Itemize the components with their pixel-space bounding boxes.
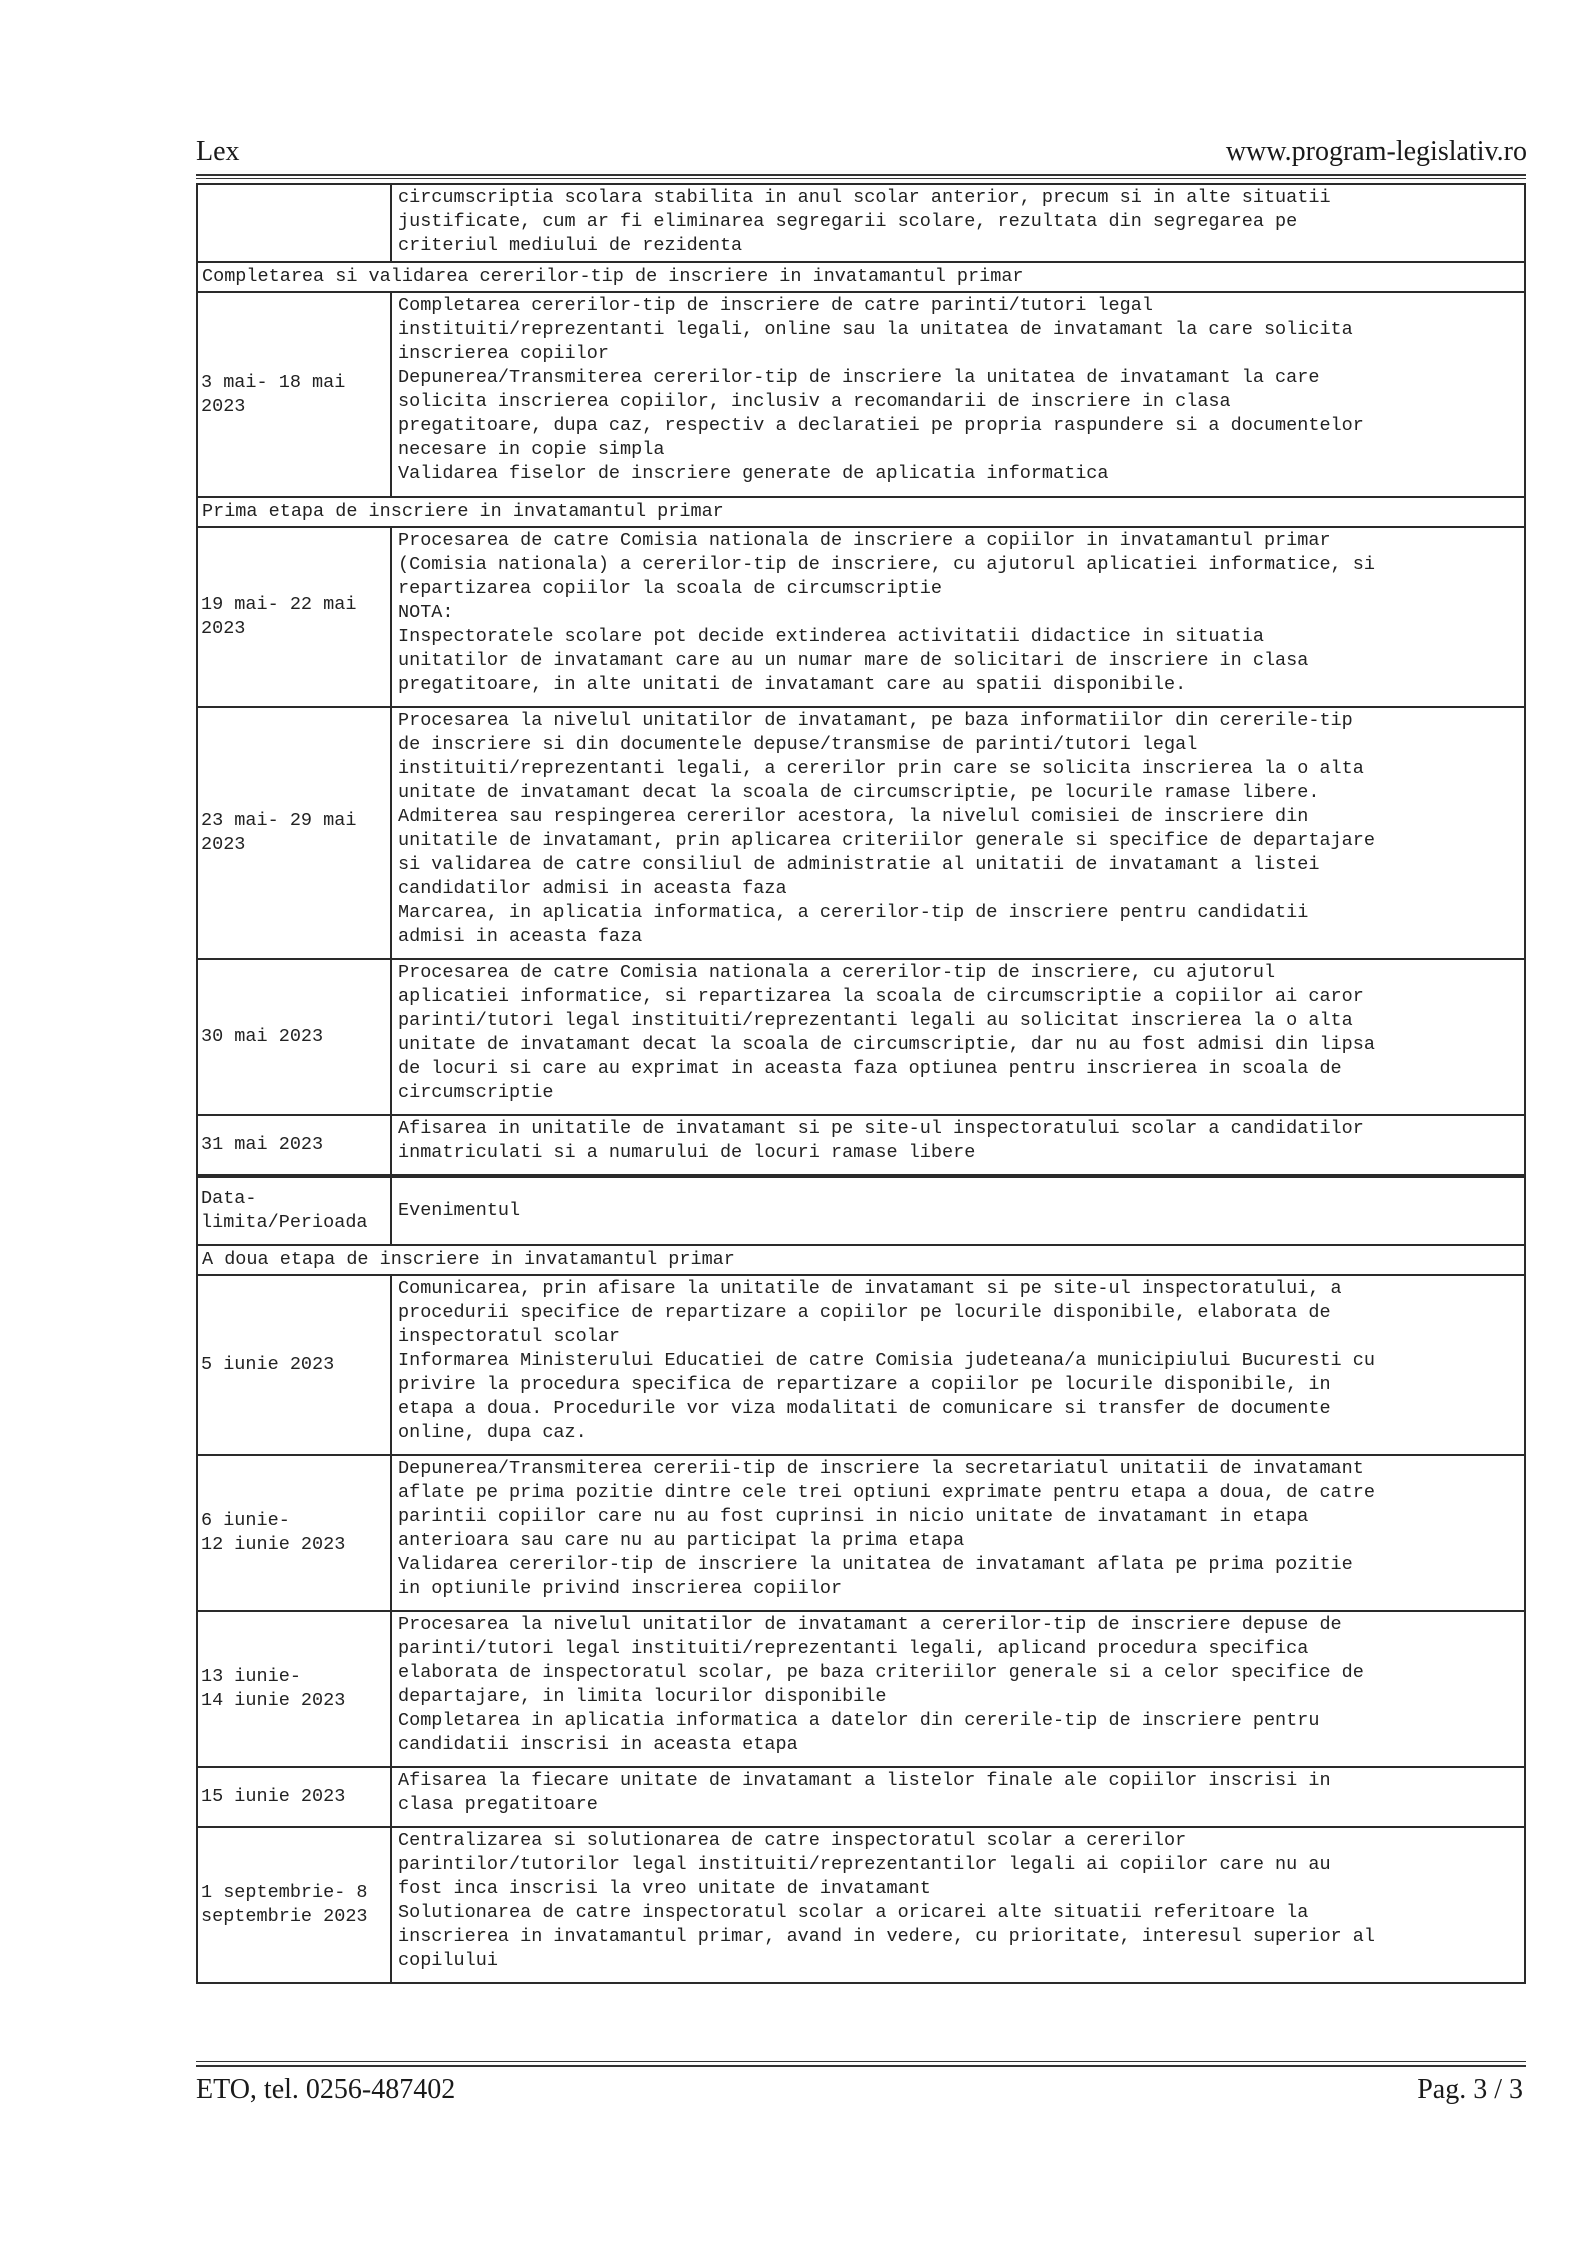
table-header-row bbox=[197, 1177, 1525, 1245]
table-row bbox=[197, 1827, 1525, 1983]
column-header-event: Evenimentul bbox=[391, 1177, 1525, 1245]
section-heading: Completarea si validarea cererilor-tip de inscriere in invatamantul primar bbox=[197, 262, 1525, 292]
section-heading: Prima etapa de inscriere in invatamantul primar bbox=[197, 497, 1525, 527]
header-rule-thin bbox=[196, 178, 1526, 179]
column-header-date: Data- limita/Perioada bbox=[197, 1177, 391, 1245]
date-cell: 3 mai- 18 mai 2023 bbox=[197, 292, 391, 497]
date-cell: 6 iunie- 12 iunie 2023 bbox=[197, 1455, 391, 1611]
date-cell: 15 iunie 2023 bbox=[197, 1767, 391, 1827]
event-cell: Afisarea la fiecare unitate de invatamant a listelor finale ale copiilor inscrisi in clasa pregatitoare bbox=[391, 1767, 1525, 1827]
event-cell: Centralizarea si solutionarea de catre inspectoratul scolar a cererilor parintilor/tutorilor legal instituiti/reprezentantilor legali ai copiilor care nu au fost inca inscrisi la vreo unitate de invatamant Solutionarea de catre inspectoratul scolar a oricarei alte situatii referitoare la inscrierea in invatamantul primar, avand in vedere, cu prioritate, interesul superior al copilului bbox=[391, 1827, 1525, 1983]
event-cell: Procesarea la nivelul unitatilor de invatamant a cererilor-tip de inscriere depuse de parinti/tutori legal instituiti/reprezentanti legali, aplicand procedura specifica elaborata de inspectoratul scolar, pe baza criteriilor generale si a celor specifice de departajare, in limita locurilor disponibile Completarea in aplicatia informatica a datelor din cererile-tip de inscriere pentru candidatii inscrisi in aceasta etapa bbox=[391, 1611, 1525, 1767]
section-row bbox=[197, 497, 1525, 527]
date-cell bbox=[197, 184, 391, 262]
section-row bbox=[197, 1245, 1525, 1275]
date-cell: 30 mai 2023 bbox=[197, 959, 391, 1115]
table-row bbox=[197, 707, 1525, 959]
event-cell: Completarea cererilor-tip de inscriere de catre parinti/tutori legal instituiti/reprezentanti legali, online sau la unitatea de invatamant la care solicita inscrierea copiilor Depunerea/Transmiterea cererilor-tip de inscriere la unitatea de invatamant la care solicita inscrierea copiilor, inclusiv a recomandarii de inscriere in clasa pregatitoare, dupa caz, respectiv a declaratiei pe propria raspundere si a documentelor necesare in copie simpla Validarea fiselor de inscriere generate de aplicatia informatica bbox=[391, 292, 1525, 497]
date-cell: 23 mai- 29 mai 2023 bbox=[197, 707, 391, 959]
section-row bbox=[197, 262, 1525, 292]
event-cell: Procesarea de catre Comisia nationala a cererilor-tip de inscriere, cu ajutorul aplicatiei informatice, si repartizarea la scoala de circumscriptie a copiilor ai caror parinti/tutori legal instituiti/reprezentanti legali au solicitat inscrierea la o alta unitate de invatamant decat la scoala de circumscriptie, dar nu au fost admisi din lipsa de locuri si care au exprimat in aceasta faza optiunea pentru inscrierea in scoala de circumscriptie bbox=[391, 959, 1525, 1115]
event-cell: Procesarea de catre Comisia nationala de inscriere a copiilor in invatamantul primar (Comisia nationala) a cererilor-tip de inscriere, cu ajutorul aplicatiei informatice, si repartizarea copiilor la scoala de circumscriptie NOTA: Inspectoratele scolare pot decide extinderea activitatii didactice in situatia unitatilor de invatamant care au un numar mare de solicitari de inscriere in clasa pregatitoare, in alte unitati de invatamant care au spatii disponibile. bbox=[391, 527, 1525, 707]
table-row bbox=[197, 184, 1525, 262]
header-url: www.program-legislativ.ro bbox=[1225, 136, 1527, 167]
event-cell: Afisarea in unitatile de invatamant si pe site-ul inspectoratului scolar a candidatilor inmatriculati si a numarului de locuri ramase libere bbox=[391, 1115, 1525, 1175]
footer-rule bbox=[196, 2065, 1526, 2067]
schedule-table-1 bbox=[196, 183, 1526, 1176]
table-row bbox=[197, 292, 1525, 497]
section-heading: A doua etapa de inscriere in invatamantul primar bbox=[197, 1245, 1525, 1275]
event-cell: circumscriptia scolara stabilita in anul scolar anterior, precum si in alte situatii justificate, cum ar fi eliminarea segregarii scolare, rezultata din segregarea pe criteriul mediului de rezidenta bbox=[391, 184, 1525, 262]
table-row bbox=[197, 1455, 1525, 1611]
header-left: Lex bbox=[196, 136, 240, 167]
header-rule bbox=[196, 174, 1526, 176]
footer-contact: ETO, tel. 0256-487402 bbox=[196, 2074, 456, 2105]
date-cell: 31 mai 2023 bbox=[197, 1115, 391, 1175]
table-row bbox=[197, 527, 1525, 707]
date-cell: 13 iunie- 14 iunie 2023 bbox=[197, 1611, 391, 1767]
table-row bbox=[197, 959, 1525, 1115]
date-cell: 1 septembrie- 8 septembrie 2023 bbox=[197, 1827, 391, 1983]
table-row bbox=[197, 1767, 1525, 1827]
schedule-table-2 bbox=[196, 1176, 1526, 1984]
table-row bbox=[197, 1611, 1525, 1767]
event-cell: Procesarea la nivelul unitatilor de invatamant, pe baza informatiilor din cererile-tip de inscriere si din documentele depuse/transmise de parinti/tutori legal instituiti/reprezentanti legali, a cererilor prin care se solicita inscrierea la o alta unitate de invatamant decat la scoala de circumscriptie, pe locurile ramase libere. Admiterea sau respingerea cererilor acestora, la nivelul comisiei de inscriere din unitatile de invatamant, prin aplicarea criteriilor generale si specifice de departajare si validarea de catre consiliul de administratie al unitatii de invatamant a listei candidatilor admisi in aceasta faza Marcarea, in aplicatia informatica, a cererilor-tip de inscriere pentru candidatii admisi in aceasta faza bbox=[391, 707, 1525, 959]
date-cell: 19 mai- 22 mai 2023 bbox=[197, 527, 391, 707]
page-number: Pag. 3 / 3 bbox=[1417, 2074, 1523, 2105]
event-cell: Depunerea/Transmiterea cererii-tip de inscriere la secretariatul unitatii de invatamant aflate pe prima pozitie dintre cele trei optiuni exprimate pentru etapa a doua, de catre parintii copiilor care nu au fost cuprinsi in nicio unitate de invatamant in etapa anterioara sau care nu au participat la prima etapa Validarea cererilor-tip de inscriere la unitatea de invatamant aflata pe prima pozitie in optiunile privind inscrierea copiilor bbox=[391, 1455, 1525, 1611]
date-cell: 5 iunie 2023 bbox=[197, 1275, 391, 1455]
event-cell: Comunicarea, prin afisare la unitatile de invatamant si pe site-ul inspectoratului, a procedurii specifice de repartizare a copiilor pe locurile disponibile, elaborata de inspectoratul scolar Informarea Ministerului Educatiei de catre Comisia judeteana/a municipiului Bucuresti cu privire la procedura specifica de repartizare a copiilor pe locurile disponibile, in etapa a doua. Procedurile vor viza modalitati de comunicare si transfer de documente online, dupa caz. bbox=[391, 1275, 1525, 1455]
table-row bbox=[197, 1275, 1525, 1455]
table-row bbox=[197, 1115, 1525, 1175]
footer-rule-thin bbox=[196, 2061, 1526, 2062]
